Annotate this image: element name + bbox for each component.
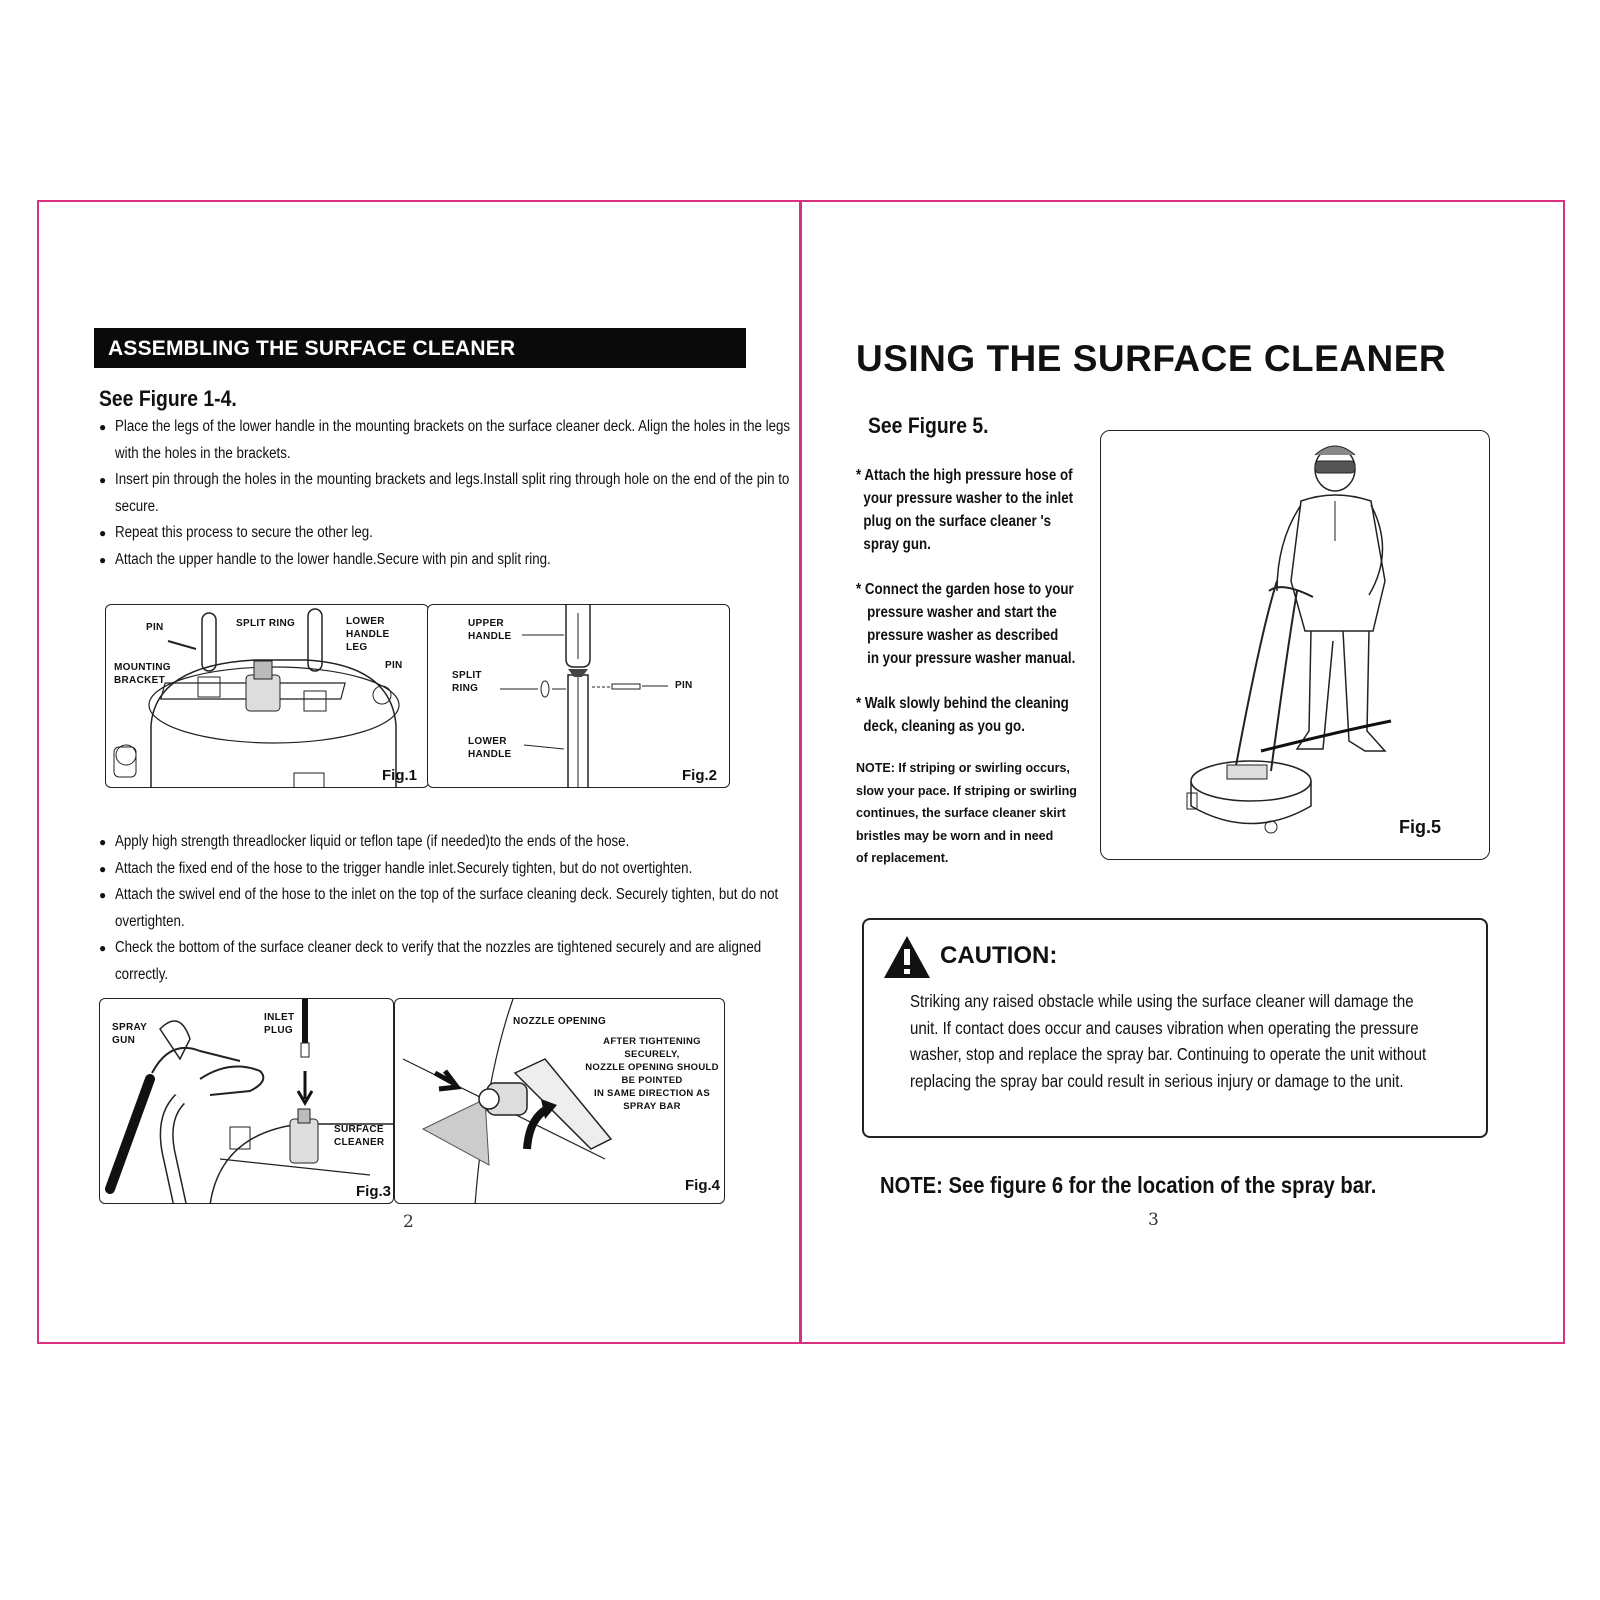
figure-4 <box>394 998 725 1204</box>
fig2-callout-lower-handle: LOWER HANDLE <box>468 736 512 760</box>
fig2-label: Fig.2 <box>682 767 718 784</box>
caution-title: CAUTION: <box>940 942 1058 969</box>
fig1-label: Fig.1 <box>382 767 418 784</box>
caution-body: Striking any raised obstacle while using the surface cleaner will damage the unit. If contact does occur and causes vibration when operating the pressure washer, stop and replace the spray bar. Continuing to operate the unit without replacing the spray bar could result in serious injury or damage to the unit. <box>910 991 1427 1091</box>
warning-icon <box>882 934 932 980</box>
fig4-label: Fig.4 <box>685 1177 721 1194</box>
see-figure-heading: See Figure 1-4. <box>99 386 237 411</box>
usage-instructions <box>856 464 1116 738</box>
see-figure-heading: See Figure 5. <box>868 413 989 438</box>
list-item: ● Attach the upper handle to the lower handle.Secure with pin and split ring. <box>99 547 799 574</box>
section-banner: ASSEMBLING THE SURFACE CLEANER <box>94 328 746 368</box>
fig1-callout-split-ring: SPLIT RING <box>236 618 296 629</box>
figure-3 <box>99 998 394 1204</box>
page-title: USING THE SURFACE CLEANER <box>856 338 1447 379</box>
list-item: ● Insert pin through the holes in the mounting brackets and legs.Install split ring through hole on the end of the pin to secure. <box>99 467 799 520</box>
fig4-callout-nozzle-opening: NOZZLE OPENING <box>513 1016 607 1027</box>
assembly-steps-list <box>99 414 799 573</box>
fig2-callout-pin: PIN <box>675 680 693 691</box>
fig2-callout-upper-handle: UPPER HANDLE <box>468 618 512 642</box>
fig3-label: Fig.3 <box>356 1183 392 1200</box>
instruction-item: * Connect the garden hose to your pressure washer and start the pressure washer as described in your pressure washer manual. <box>856 581 1076 667</box>
list-item: ● Apply high strength threadlocker liquid or teflon tape (if needed)to the ends of the hose. <box>99 829 799 856</box>
fig1-callout-mounting-bracket: MOUNTING BRACKET <box>114 662 171 686</box>
fig2-callout-split-ring: SPLIT RING <box>452 670 482 694</box>
list-item: ● Place the legs of the lower handle in the mounting brackets on the surface cleaner deck. Align the holes in the legs with the holes in the brackets. <box>99 414 799 467</box>
striping-note: NOTE: If striping or swirling occurs, slow your pace. If striping or swirling continues, the surface cleaner skirt bristles may be worn and in need of replacement. <box>856 761 1077 865</box>
fig5-label: Fig.5 <box>1399 817 1442 837</box>
page-number-right: 3 <box>1148 1210 1159 1230</box>
spray-bar-note: NOTE: See figure 6 for the location of the spray bar. <box>880 1172 1377 1198</box>
page-number-left: 2 <box>403 1212 414 1232</box>
caution-box <box>862 918 1488 1138</box>
fig4-callout-note: AFTER TIGHTENING SECURELY, NOZZLE OPENING SHOULD BE POINTED IN SAME DIRECTION AS SPRAY BAR <box>585 1036 719 1112</box>
fig1-callout-pin: PIN <box>146 622 164 633</box>
fig1-callout-pin-2: PIN <box>385 660 403 671</box>
hose-steps-list <box>99 829 799 988</box>
instruction-item: * Walk slowly behind the cleaning deck, cleaning as you go. <box>856 695 1069 735</box>
fig1-callout-lower-handle-leg: LOWER HANDLE LEG <box>346 616 390 653</box>
fig5-illustration <box>1101 431 1490 860</box>
left-page <box>37 200 801 1344</box>
list-item: ● Repeat this process to secure the other leg. <box>99 520 799 547</box>
list-item: ● Check the bottom of the surface cleaner deck to verify that the nozzles are tightened securely and are aligned correctly. <box>99 935 799 988</box>
figure-2 <box>427 604 730 788</box>
right-page <box>800 200 1565 1344</box>
fig3-callout-surface-cleaner: SURFACE CLEANER <box>334 1124 385 1148</box>
instruction-item: * Attach the high pressure hose of your pressure washer to the inlet plug on the surface cleaner 's spray gun. <box>856 467 1074 553</box>
fig3-callout-spray-gun: SPRAY GUN <box>112 1022 148 1046</box>
figure-1 <box>105 604 429 788</box>
list-item: ● Attach the swivel end of the hose to the inlet on the top of the surface cleaning deck. Securely tighten, but do not overtighten. <box>99 882 799 935</box>
fig3-callout-inlet-plug: INLET PLUG <box>264 1012 295 1036</box>
list-item: ● Attach the fixed end of the hose to the trigger handle inlet.Securely tighten, but do not overtighten. <box>99 856 799 883</box>
figure-5 <box>1100 430 1490 860</box>
